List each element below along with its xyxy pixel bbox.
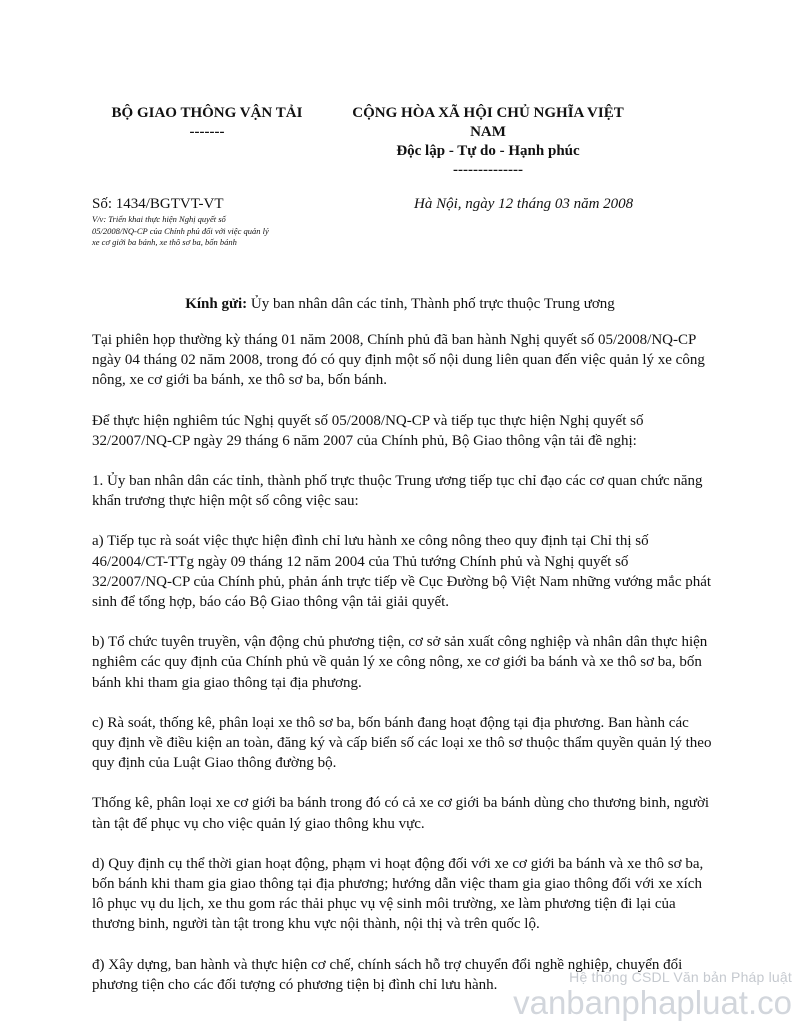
subject-line: V/v: Triển khai thực hiện Nghị quyết số: [92, 214, 226, 224]
watermark: [513, 969, 792, 1021]
motto-rule: --------------: [453, 162, 523, 178]
agency-rule: -------: [189, 124, 225, 140]
body-paragraph: c) Rà soát, thống kê, phân loại xe thô sơ ba, bốn bánh đang hoạt động tại địa phương. Ban hành các quy định về điều kiện an toàn, đăng ký và cấp biển số các loại xe thô sơ thuộc thẩm quyền quản lý theo quy định của Luật Giao thông đường bộ.: [92, 714, 712, 772]
document-number: Số: 1434/BGTVT-VT: [92, 196, 224, 212]
recipient-line: [0, 296, 800, 313]
issuing-agency: BỘ GIAO THÔNG VẬN TẢI: [111, 105, 303, 121]
national-title-block: [338, 104, 638, 180]
national-motto: Độc lập - Tự do - Hạnh phúc: [396, 143, 580, 159]
subject-line: xe cơ giới ba bánh, xe thô sơ ba, bốn bánh: [92, 237, 237, 247]
recipient-label: Kính gửi:: [185, 296, 248, 312]
body-paragraph: a) Tiếp tục rà soát việc thực hiện đình chỉ lưu hành xe công nông theo quy định tại Chỉ thị số 46/2004/CT-TTg ngày 09 tháng 12 năm 2004 của Thủ tướng Chính phủ và Nghị quyết số 32/2007/NQ-CP của Chính phủ, phản ánh trực tiếp về Cục Đường bộ Việt Nam những vướng mắc phát sinh để tổng hợp, báo cáo Bộ Giao thông vận tải giải quyết.: [92, 533, 712, 611]
subject-line: 05/2008/NQ-CP của Chính phủ đối với việc quản lý: [92, 225, 269, 236]
document-body: [92, 330, 712, 1015]
body-paragraph: Để thực hiện nghiêm túc Nghị quyết số 05/2008/NQ-CP và tiếp tục thực hiện Nghị quyết số 32/2007/NQ-CP ngày 29 tháng 6 năm 2007 của Chính phủ, Bộ Giao thông vận tải đề nghị:: [92, 412, 644, 449]
watermark-site: vanbanphapluat.co: [513, 984, 792, 1021]
issuing-agency-block: [92, 104, 322, 142]
body-paragraph: b) Tổ chức tuyên truyền, vận động chủ phương tiện, cơ sở sản xuất công nghiệp và nhân dân thực hiện nghiêm các quy định của Chính phủ về quản lý xe công nông, xe cơ giới ba bánh và xe thô sơ ba, bốn bánh khi tham gia giao thông tại địa phương.: [92, 634, 708, 691]
document-subject: [92, 214, 332, 249]
body-paragraph: 1. Ủy ban nhân dân các tỉnh, thành phố trực thuộc Trung ương tiếp tục chỉ đạo các cơ quan chức năng khẩn trương thực hiện một số công việc sau:: [92, 473, 703, 510]
body-paragraph: Tại phiên họp thường kỳ tháng 01 năm 2008, Chính phủ đã ban hành Nghị quyết số 05/2008/NQ-CP ngày 04 tháng 02 năm 2008, trong đó có quy định một số nội dung liên quan đến việc quản lý xe công nông, xe cơ giới ba bánh, xe thô sơ ba, bốn bánh.: [92, 332, 705, 389]
body-paragraph: đ) Xây dựng, ban hành và thực hiện cơ chế, chính sách hỗ trợ chuyển đổi nghề nghiệp, chuyển đổi phương tiện cho các đối tượng có phương tiện bị đình chỉ lưu hành.: [92, 956, 683, 993]
body-paragraph: Thống kê, phân loại xe cơ giới ba bánh trong đó có cả xe cơ giới ba bánh dùng cho thương binh, người tàn tật để phục vụ cho việc quản lý giao thông khu vực.: [92, 795, 710, 832]
document-date: Hà Nội, ngày 12 tháng 03 năm 2008: [414, 196, 634, 212]
recipient-text: Ủy ban nhân dân các tỉnh, Thành phố trực thuộc Trung ương: [247, 296, 615, 312]
watermark-caption: Hệ thống CSDL Văn bản Pháp luật: [569, 969, 792, 985]
national-title-line2: NAM: [470, 124, 506, 140]
body-paragraph: d) Quy định cụ thể thời gian hoạt động, phạm vi hoạt động đối với xe cơ giới ba bánh và xe thô sơ ba, bốn bánh khi tham gia giao thông tại địa phương; hướng dẫn việc tham gia giao thông đối với xe xích lô phục vụ du lịch, xe thu gom rác thải phục vụ vệ sinh môi trường, xe làm phương tiện đi lại của thương binh, người tàn tật trong khu vực nội thành, nội thị và trên quốc lộ.: [92, 855, 704, 933]
national-title-line1: CỘNG HÒA XÃ HỘI CHỦ NGHĨA VIỆT: [352, 105, 624, 121]
